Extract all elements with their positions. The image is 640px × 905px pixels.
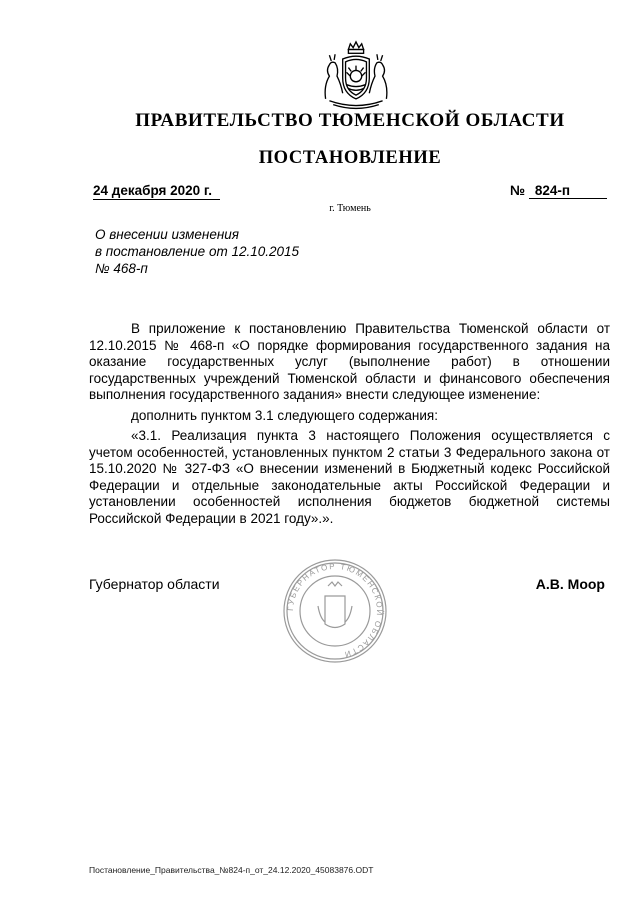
seal-text: ГУБЕРНАТОР ТЮМЕНСКОЙ ОБЛАСТИ (285, 561, 385, 660)
document-city: г. Тюмень (329, 203, 371, 214)
subject-line: О внесении изменения (95, 227, 240, 242)
signer-name: А.В. Моор (535, 576, 605, 592)
body-paragraph: В приложение к постановлению Правительства Тюменской области от 12.10.2015 № 468-п «О порядке формирования государственного задания на оказание государственных услуг (выполнение работ) в отношении государственных учреждений Тюменской области и финансового обеспечения выполнения государственного задания» внести следующее изменение: (89, 321, 610, 402)
stamp-seal-icon (280, 556, 390, 666)
document-date: 24 декабря 2020 г. (93, 183, 220, 200)
document-number (510, 183, 607, 199)
footer-filename: Постановление_Правительства_№824-п_от_24.12.2020_45083876.ODT (89, 865, 374, 875)
document-type: ПОСТАНОВЛЕНИЕ (258, 148, 442, 168)
government-name: ПРАВИТЕЛЬСТВО ТЮМЕНСКОЙ ОБЛАСТИ (135, 110, 565, 131)
subject-line: № 468-п (95, 261, 148, 276)
body-paragraph: дополнить пунктом 3.1 следующего содержания: (131, 407, 438, 423)
document-body (89, 321, 610, 531)
number-sign: № (510, 183, 526, 198)
signer-title: Губернатор области (89, 576, 220, 592)
document-subject (95, 226, 355, 277)
subject-line: в постановление от 12.10.2015 (95, 244, 300, 259)
coat-of-arms-icon (318, 40, 394, 116)
number-value: 824-п (529, 183, 607, 199)
body-paragraph: «3.1. Реализация пункта 3 настоящего Положения осуществляется с учетом особенностей, установленных пунктом 2 статьи 3 Федерального закона от 15.10.2020 № 327-ФЗ «О внесении изменений в Бюджетный кодекс Российской Федерации и отдельные законодательные акты Российской Федерации и установлении особенностей исполнения бюджетов бюджетной системы Российской Федерации в 2021 году».». (89, 428, 610, 526)
